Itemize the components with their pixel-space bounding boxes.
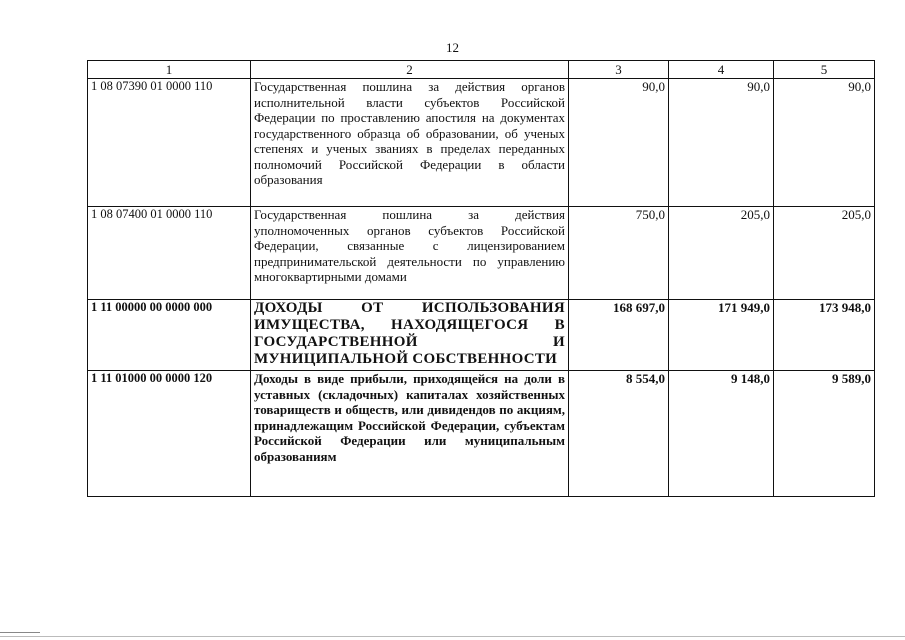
scan-artifact: [0, 632, 40, 633]
row-value-col4: 9 148,0: [669, 371, 774, 497]
row-description: Государственная пошлина за действия уполномоченных органов субъектов Российской Федерации, связанные с лицензированием предпринимательской деятельности по управлению многоквартирными домами: [251, 207, 569, 300]
page-number: 12: [446, 40, 459, 55]
row-value-col3: 168 697,0: [569, 300, 669, 371]
table-header: [88, 61, 875, 79]
table-row: [88, 300, 875, 371]
header-row: [88, 61, 875, 79]
row-value-col3: 90,0: [569, 79, 669, 207]
column-header-5: 5: [774, 61, 875, 79]
row-value-col5: 90,0: [774, 79, 875, 207]
row-value-col5: 205,0: [774, 207, 875, 300]
table-row: [88, 371, 875, 497]
row-value-col4: 171 949,0: [669, 300, 774, 371]
table-row: [88, 79, 875, 207]
row-value-col4: 90,0: [669, 79, 774, 207]
column-header-2: 2: [251, 61, 569, 79]
row-code: 1 08 07390 01 0000 110: [88, 79, 251, 207]
row-code: 1 11 00000 00 0000 000: [88, 300, 251, 371]
column-header-3: 3: [569, 61, 669, 79]
row-code: 1 08 07400 01 0000 110: [88, 207, 251, 300]
table-row: [88, 207, 875, 300]
row-value-col3: 750,0: [569, 207, 669, 300]
column-header-4: 4: [669, 61, 774, 79]
budget-revenue-table: [87, 60, 875, 497]
scan-artifact: [0, 636, 905, 637]
column-header-1: 1: [88, 61, 251, 79]
row-description: Государственная пошлина за действия органов исполнительной власти субъектов Российской Федерации по проставлению апостиля на документах государственного образца об образовании, об ученых степенях и ученых званиях в пределах переданных полномочий Российской Федерации в области образования: [251, 79, 569, 207]
row-value-col5: 9 589,0: [774, 371, 875, 497]
row-value-col3: 8 554,0: [569, 371, 669, 497]
table-body: [88, 79, 875, 497]
row-description: Доходы в виде прибыли, приходящейся на доли в уставных (складочных) капиталах хозяйственных товариществ и обществ, или дивидендов по акциям, принадлежащим Российской Федерации, субъектам Российской Федерации или муниципальным образованиям: [251, 371, 569, 497]
row-value-col5: 173 948,0: [774, 300, 875, 371]
row-code: 1 11 01000 00 0000 120: [88, 371, 251, 497]
row-description: ДОХОДЫ ОТ ИСПОЛЬЗОВАНИЯ ИМУЩЕСТВА, НАХОДЯЩЕГОСЯ В ГОСУДАРСТВЕННОЙ И МУНИЦИПАЛЬНОЙ СОБСТВЕННОСТИ: [251, 300, 569, 371]
row-value-col4: 205,0: [669, 207, 774, 300]
